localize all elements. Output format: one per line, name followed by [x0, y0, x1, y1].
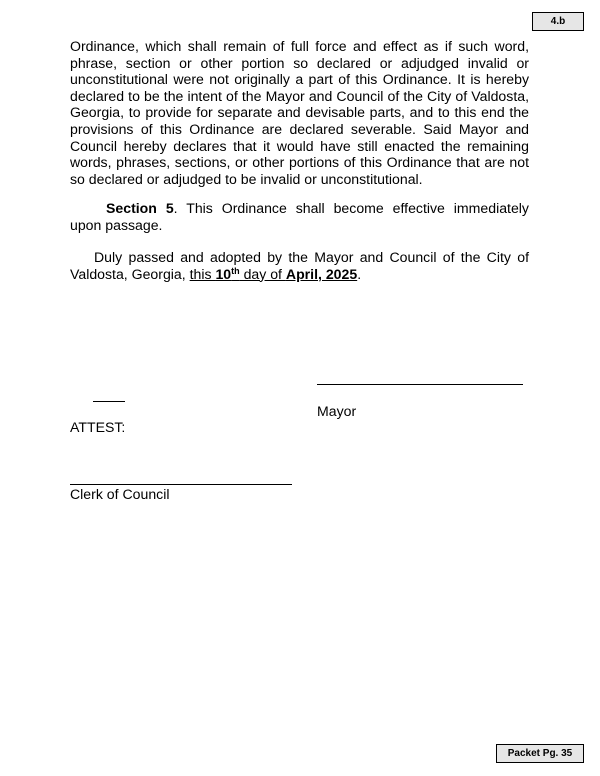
clerk-of-council-label: Clerk of Council	[70, 486, 170, 502]
severability-paragraph: Ordinance, which shall remain of full force and effect as if such word, phrase, section or other portion so declared or adjudged invalid or unconstitutional were not originally a part of this Ordinance. It is hereby declared to be the intent of the Mayor and Council of the City of Valdosta, Georgia, to provide for separate and devisable parts, and to this end the provisions of this Ordinance are declared severable. Said Mayor and Council hereby declares that it would have still enacted the remaining words, phrases, sections, or other portions of this Ordinance that are not so declared or adjudged to be invalid or unconstitutional.	[70, 38, 529, 187]
adoption-paragraph	[70, 249, 529, 282]
adoption-date	[190, 266, 358, 282]
adoption-day-suffix: th	[231, 265, 240, 276]
adoption-end-text: .	[357, 265, 362, 282]
mayor-signature-line	[317, 384, 523, 385]
adoption-month-year: April, 2025	[285, 265, 358, 282]
mayor-label: Mayor	[317, 403, 357, 419]
attest-label: ATTEST:	[70, 419, 126, 435]
adoption-day-of-text: day of	[239, 265, 286, 282]
adoption-day: 10	[215, 265, 232, 282]
packet-page-label: Packet Pg. 35	[496, 744, 584, 763]
clerk-signature-line	[70, 484, 292, 485]
adoption-this-text: this	[189, 265, 216, 282]
section-5-text: . This Ordinance shall become effective immediately upon passage.	[70, 200, 529, 233]
agenda-item-tag: 4.b	[532, 12, 584, 31]
short-signature-line	[93, 401, 125, 402]
section-5-paragraph	[70, 200, 529, 233]
adoption-lead-text: Duly passed and adopted by the Mayor and Council of the City of Valdosta, Georgia,	[70, 249, 529, 282]
section-5-label: Section 5	[106, 200, 174, 216]
